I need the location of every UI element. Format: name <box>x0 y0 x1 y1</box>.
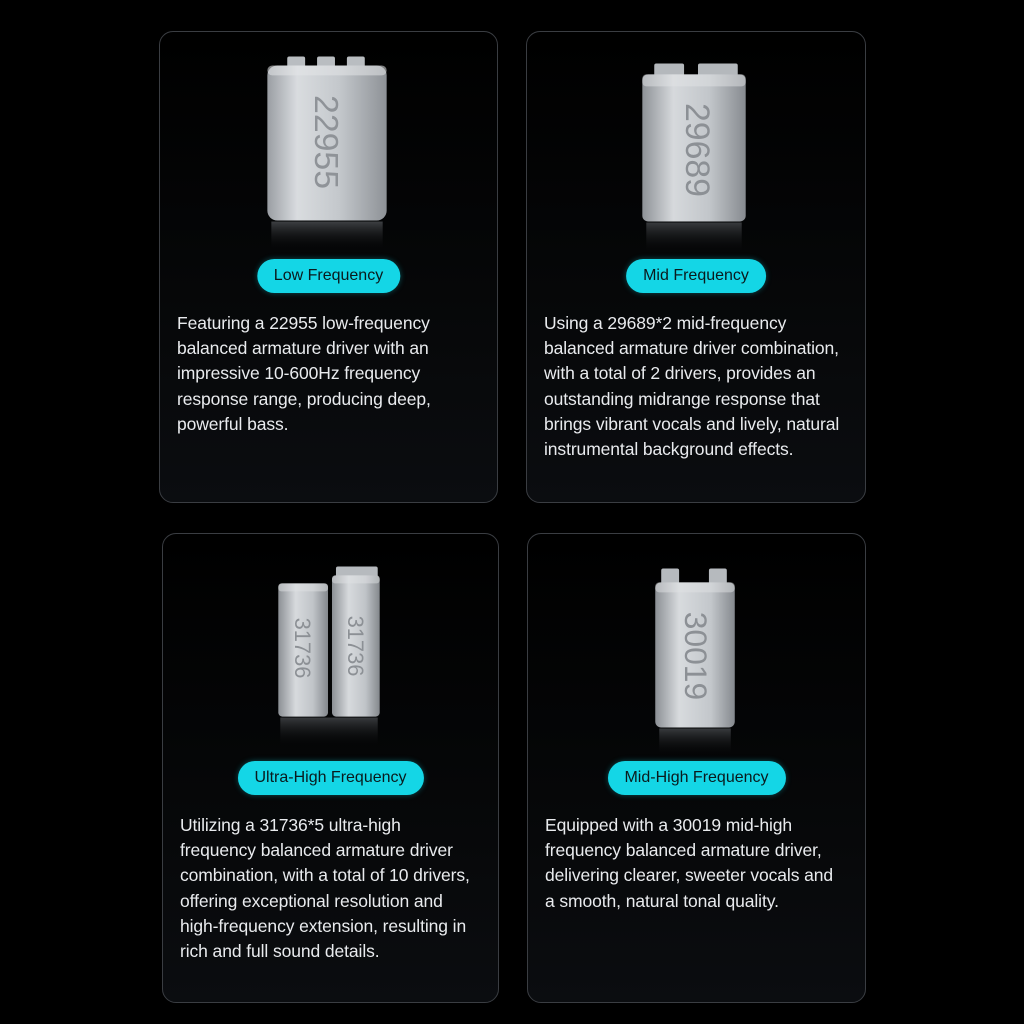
driver-image-22955 <box>160 32 497 257</box>
driver-image-29689 <box>527 32 865 257</box>
driver-card-mid-frequency <box>526 31 866 503</box>
driver-code-label: 31736 <box>290 617 316 679</box>
driver-code-label: 22955 <box>307 95 346 189</box>
card-description: Featuring a 22955 low-frequency balanced armature driver with an impressive 10-600Hz frequency response range, producing deep, powerful bass. <box>177 313 431 434</box>
driver-card-ultra-high-frequency <box>162 533 499 1003</box>
frequency-badge: Mid-High Frequency <box>607 761 785 795</box>
frequency-badge: Ultra-High Frequency <box>237 761 423 795</box>
driver-image-31736 <box>163 534 498 759</box>
driver-code-label: 31736 <box>342 615 368 677</box>
frequency-badge: Low Frequency <box>257 259 400 293</box>
driver-card-low-frequency <box>159 31 498 503</box>
card-description: Utilizing a 31736*5 ultra-high frequency balanced armature driver combination, with a total of 10 drivers, offering exceptional resolution and high-frequency extension, resulting in rich and full sound details. <box>180 815 470 962</box>
driver-card-mid-high-frequency <box>527 533 866 1003</box>
driver-code-label: 30019 <box>678 611 715 701</box>
driver-code-label: 29689 <box>678 102 717 197</box>
driver-image-30019 <box>528 534 865 759</box>
card-description: Equipped with a 30019 mid-high frequency balanced armature driver, delivering clearer, sweeter vocals and a smooth, natural tonal quality. <box>545 815 834 911</box>
card-description: Using a 29689*2 mid-frequency balanced armature driver combination, with a total of 2 drivers, provides an outstanding midrange response that brings vibrant vocals and lively, natural instrumental background effects. <box>544 313 840 460</box>
frequency-badge: Mid Frequency <box>626 259 766 293</box>
